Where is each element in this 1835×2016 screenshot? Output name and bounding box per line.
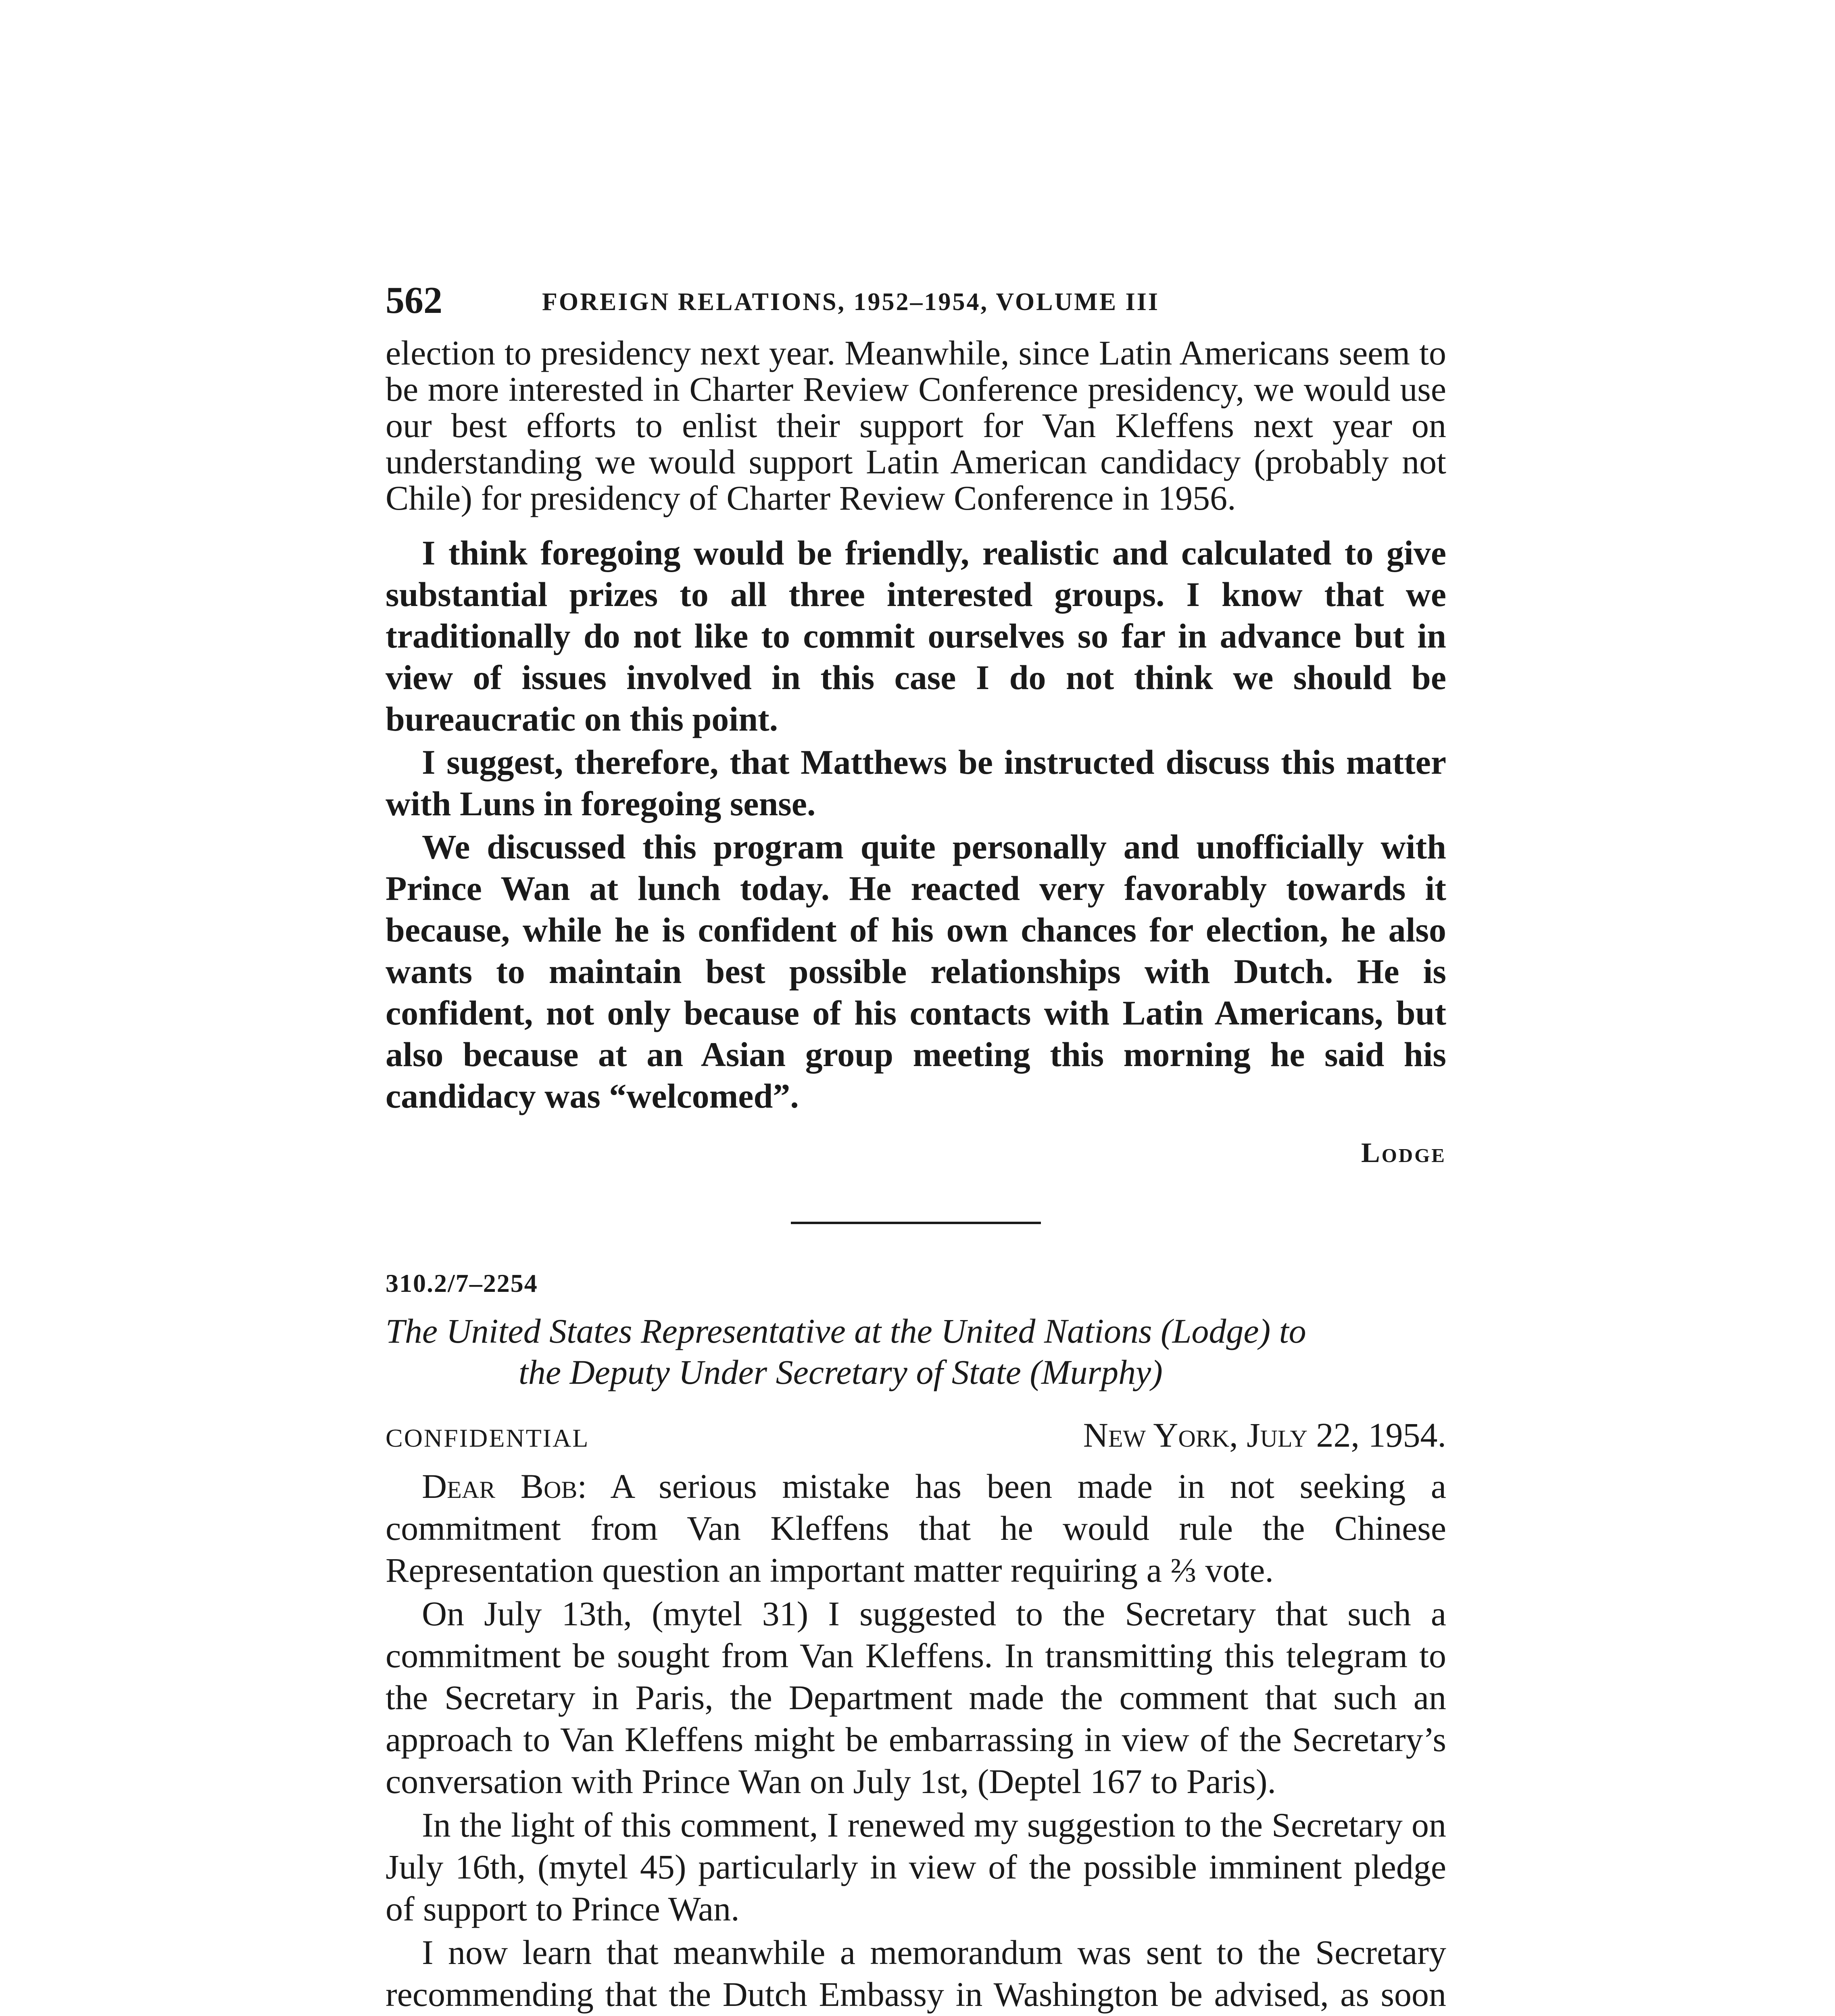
document-title-line: the Deputy Under Secretary of State (Murphy) [519, 1353, 1163, 1391]
salutation: Dear Bob: [422, 1467, 587, 1506]
letter-paragraph: In the light of this comment, I renewed my suggestion to the Secretary on July 16th, (mytel 45) particularly in view of the possible imminent pledge of support to Prince Wan. [386, 1806, 1446, 1928]
running-head: FOREIGN RELATIONS, 1952–1954, VOLUME III [542, 288, 1159, 316]
letter-paragraph: I now learn that meanwhile a memorandum was sent to the Secretary recommending that the Dutch Embassy in Washington be advised, as soon [386, 1933, 1446, 2014]
letter-paragraph-text: A serious mistake has been made in not seeking a commitment from Van Kleffens that he would rule the Chinese Representation question an important matter requiring a ⅔ vote. [386, 1467, 1446, 1589]
continued-telegram-body [386, 532, 1446, 1117]
document-page [386, 278, 1446, 2016]
page-number: 562 [386, 279, 442, 321]
continued-paragraph: election to presidency next year. Meanwhile, since Latin Americans seem to be more interested in Charter Review Conference presidency, we would use our best efforts to enlist their support for Van Kleffens next year on understanding we would support Latin American candidacy (probably not Chile) for presidency of Charter Review Conference in 1956. [386, 333, 1446, 517]
letter-body [386, 1465, 1446, 2016]
letter-paragraph: On July 13th, (mytel 31) I suggested to the Secretary that such a commitment be sought from Van Kleffens. In transmitting this telegram to the Secretary in Paris, the Department made the comment that such an approach to Van Kleffens might be embarrassing in view of the Secretary’s conversation with Prince Wan on July 1st, (Deptel 167 to Paris). [386, 1594, 1446, 1801]
letter-paragraph [386, 1465, 1446, 1591]
section-divider [791, 1222, 1041, 1224]
continued-paragraph: I suggest, therefore, that Matthews be instructed discuss this matter with Luns in foregoing sense. [386, 743, 1446, 823]
document-title [386, 1310, 1446, 1393]
continued-paragraph: I think foregoing would be friendly, realistic and calculated to give substantial prizes to all three interested groups. I know that we traditionally do not like to commit ourselves so far in advance but in view of issues involved in this case I do not think we should be bureaucratic on this point. [386, 533, 1446, 738]
continued-paragraph: We discussed this program quite personally and unofficially with Prince Wan at lunch today. He reacted very favorably towards it because, while he is confident of his own chances for election, he also wants to maintain best possible relationships with Dutch. He is confident, not only because of his contacts with Latin Americans, but also because at an Asian group meeting this morning he said his candidacy was “welcomed”. [386, 827, 1446, 1115]
document-title-line: The United States Representative at the United Nations (Lodge) to [386, 1312, 1306, 1350]
dateline [386, 1413, 1446, 1457]
page-header [386, 278, 1446, 323]
place-date: New York, July 22, 1954. [1083, 1416, 1446, 1454]
classification-label: CONFIDENTIAL [386, 1424, 590, 1452]
file-number: 310.2/7–2254 [386, 1269, 538, 1297]
continued-telegram [386, 335, 1446, 516]
signature: Lodge [1361, 1137, 1446, 1168]
